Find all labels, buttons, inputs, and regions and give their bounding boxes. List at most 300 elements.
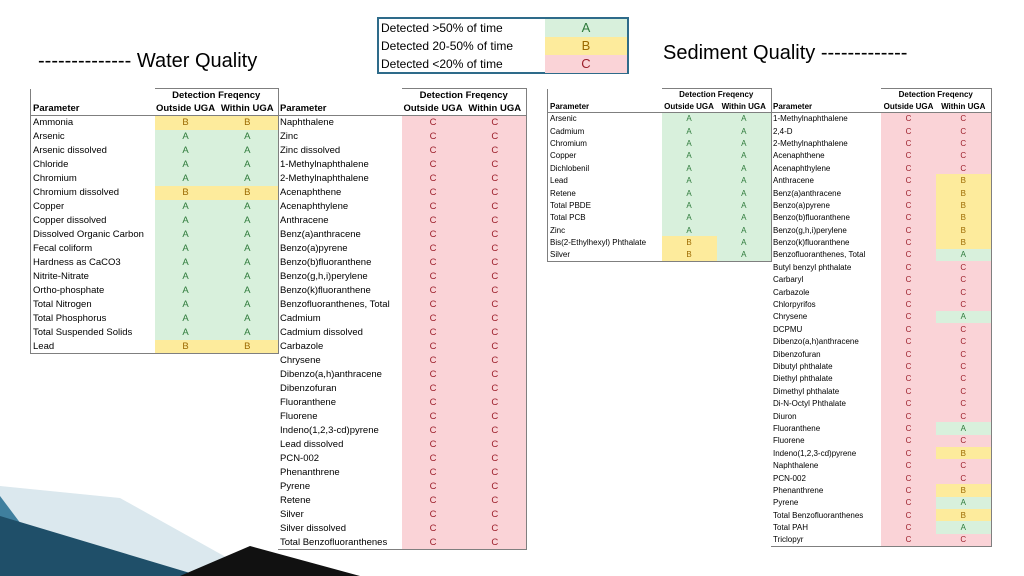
table-row	[31, 130, 279, 144]
parameter-cell: 1-Methylnaphthalene	[773, 114, 848, 124]
parameter-cell: Benz(a)anthracene	[773, 188, 842, 198]
within-uga-cell: C	[936, 534, 991, 546]
within-uga-cell: A	[717, 224, 772, 236]
parameter-cell: Dibutyl phthalate	[773, 362, 833, 371]
parameter-cell: Acenaphthene	[280, 187, 342, 198]
outside-uga-cell: C	[402, 298, 464, 312]
outside-uga-cell: C	[881, 236, 936, 248]
within-uga-cell: C	[464, 508, 526, 522]
table-row	[31, 340, 279, 354]
outside-uga-cell: C	[881, 298, 936, 310]
parameter-cell: Chrysene	[280, 355, 321, 366]
parameter-cell: Phenanthrene	[280, 467, 340, 478]
within-uga-cell: C	[936, 360, 991, 372]
outside-uga-cell: C	[881, 286, 936, 298]
outside-uga-cell: C	[402, 452, 464, 466]
parameter-cell: Butyl benzyl phthalate	[773, 262, 852, 272]
table-row	[31, 284, 279, 298]
parameter-cell: Copper	[33, 201, 65, 212]
detection-legend	[377, 17, 629, 74]
table-row	[771, 410, 991, 422]
parameter-cell: Acenaphthylene	[773, 163, 831, 173]
parameter-cell: 2-Methylnaphthalene	[280, 173, 369, 184]
parameter-cell: Benzo(b)fluoranthene	[280, 257, 372, 268]
outside-uga-cell: C	[881, 534, 936, 546]
water-right-table	[278, 88, 527, 550]
legend-label: Detected 20-50% of time	[381, 39, 514, 53]
parameter-cell: Carbaryl	[773, 275, 804, 285]
parameter-cell: Dichlobenil	[550, 163, 590, 173]
table-row	[31, 242, 279, 256]
parameter-cell: Silver	[280, 509, 304, 520]
parameter-cell: Naphthalene	[773, 461, 819, 471]
within-uga-cell: C	[464, 410, 526, 424]
outside-uga-cell: C	[402, 116, 464, 130]
table-row	[771, 497, 991, 509]
within-uga-cell: C	[464, 200, 526, 214]
outside-uga-cell: C	[881, 137, 936, 149]
parameter-cell: DCPMU	[773, 324, 803, 334]
table-row	[771, 286, 991, 298]
title-dashes: -------------	[820, 42, 908, 64]
legend-code: B	[545, 37, 627, 55]
table-row	[771, 397, 991, 409]
table-row	[278, 270, 526, 284]
parameter-cell: Benzofluoranthenes, Total	[773, 250, 866, 260]
water-left-table	[30, 88, 279, 354]
parameter-cell: Zinc	[280, 131, 298, 142]
within-uga-cell: A	[217, 172, 279, 186]
outside-uga-cell: C	[402, 410, 464, 424]
within-uga-cell: A	[717, 150, 772, 162]
within-uga-cell: C	[936, 125, 991, 137]
outside-uga-cell: C	[402, 312, 464, 326]
within-uga-cell: C	[936, 286, 991, 298]
within-uga-cell: C	[464, 144, 526, 158]
outside-uga-cell: A	[662, 150, 717, 162]
within-uga-cell: A	[217, 158, 279, 172]
parameter-cell: Benzo(k)fluoranthene	[773, 238, 850, 248]
outside-uga-cell: C	[881, 311, 936, 323]
outside-uga-cell: C	[881, 274, 936, 286]
within-uga-cell: B	[936, 199, 991, 211]
parameter-cell: Dibenzofuran	[280, 383, 337, 394]
parameter-cell: 2,4-D	[773, 126, 793, 136]
table-row	[771, 323, 991, 335]
parameter-cell: Arsenic	[33, 131, 65, 142]
outside-uga-cell: C	[402, 158, 464, 172]
outside-uga-cell: A	[662, 199, 717, 211]
detection-header: Detection Freqency	[881, 89, 991, 101]
within-uga-cell: A	[217, 144, 279, 158]
outside-uga-cell: A	[662, 162, 717, 174]
within-uga-cell: A	[217, 298, 279, 312]
header-blank	[771, 89, 881, 101]
within-uga-cell: B	[936, 447, 991, 459]
table-row	[278, 410, 526, 424]
parameter-cell: Chloride	[33, 159, 69, 170]
table-row	[771, 249, 991, 261]
header-blank	[278, 89, 402, 103]
table-row	[31, 158, 279, 172]
outside-uga-header: Outside UGA	[155, 103, 216, 114]
outside-uga-cell: C	[402, 214, 464, 228]
parameter-cell: Hardness as CaCO3	[33, 257, 121, 268]
within-uga-cell: C	[936, 137, 991, 149]
table-row	[771, 113, 991, 125]
outside-uga-cell: A	[155, 158, 217, 172]
outside-uga-cell: C	[881, 323, 936, 335]
outside-uga-cell: C	[881, 521, 936, 533]
table-row	[771, 385, 991, 397]
table-row	[31, 200, 279, 214]
within-uga-cell: B	[217, 340, 279, 354]
within-uga-cell: C	[464, 354, 526, 368]
within-uga-cell: A	[217, 312, 279, 326]
outside-uga-cell: B	[662, 249, 717, 261]
table-row	[278, 256, 526, 270]
table-row	[278, 326, 526, 340]
table-row	[31, 228, 279, 242]
outside-uga-cell: C	[402, 186, 464, 200]
parameter-cell: Anthracene	[773, 176, 814, 186]
within-uga-cell: C	[936, 348, 991, 360]
within-uga-cell: C	[464, 466, 526, 480]
outside-uga-cell: C	[402, 228, 464, 242]
table-row	[548, 212, 772, 224]
table-row	[771, 422, 991, 434]
table-row	[771, 311, 991, 323]
within-uga-cell: A	[717, 187, 772, 199]
within-uga-cell: C	[464, 228, 526, 242]
outside-uga-cell: A	[155, 256, 217, 270]
within-uga-cell: A	[717, 174, 772, 186]
parameter-cell: Ammonia	[33, 117, 74, 129]
within-uga-cell: C	[464, 270, 526, 284]
outside-uga-cell: A	[155, 214, 217, 228]
parameter-cell: Total Benzofluoranthenes	[280, 536, 388, 548]
table-row	[771, 348, 991, 360]
table-row	[548, 162, 772, 174]
outside-uga-cell: C	[402, 172, 464, 186]
legend-label: Detected >50% of time	[381, 21, 503, 35]
within-uga-cell: C	[936, 261, 991, 273]
outside-uga-cell: C	[402, 256, 464, 270]
parameter-cell: Benzo(a)pyrene	[773, 200, 830, 210]
legend-row-a	[379, 19, 627, 37]
table-row	[548, 224, 772, 236]
parameter-cell: Benzo(g,h,i)perylene	[280, 271, 368, 282]
table-row	[31, 172, 279, 186]
table-row	[278, 298, 526, 312]
legend-code: A	[545, 19, 627, 37]
parameter-cell: Retene	[280, 495, 311, 506]
legend-row-c	[379, 55, 627, 73]
table-row	[278, 340, 526, 354]
parameter-cell: Indeno(1,2,3-cd)pyrene	[773, 448, 857, 458]
outside-uga-cell: A	[155, 284, 217, 298]
outside-uga-cell: B	[662, 236, 717, 248]
within-uga-cell: A	[717, 212, 772, 224]
within-uga-cell: C	[936, 113, 991, 125]
outside-uga-cell: A	[662, 113, 717, 125]
outside-uga-cell: B	[155, 186, 217, 200]
table-row	[31, 186, 279, 200]
within-uga-cell: C	[936, 336, 991, 348]
within-uga-cell: C	[464, 158, 526, 172]
table-row	[771, 360, 991, 372]
within-uga-cell: A	[936, 497, 991, 509]
table-row	[278, 130, 526, 144]
outside-uga-cell: C	[881, 410, 936, 422]
parameter-cell: Carbazole	[280, 341, 324, 352]
table-row	[771, 212, 991, 224]
parameter-cell: Cadmium	[550, 126, 585, 136]
within-uga-cell: C	[464, 368, 526, 382]
parameter-cell: PCN-002	[280, 453, 320, 464]
parameter-cell: Arsenic dissolved	[33, 145, 107, 156]
outside-uga-cell: C	[881, 261, 936, 273]
within-uga-cell: A	[217, 326, 279, 340]
outside-uga-header: Outside UGA	[883, 101, 934, 111]
parameter-header: Parameter	[550, 101, 590, 111]
table-row	[31, 298, 279, 312]
parameter-cell: Dibenzo(a,h)anthracene	[280, 369, 382, 380]
parameter-cell: PCN-002	[773, 473, 806, 483]
table-row	[278, 382, 526, 396]
within-uga-header: Within UGA	[721, 101, 766, 111]
within-uga-cell: C	[464, 480, 526, 494]
outside-uga-cell: C	[402, 536, 464, 550]
within-uga-cell: C	[464, 494, 526, 508]
table-row	[771, 162, 991, 174]
parameter-cell: Dibenzofuran	[773, 349, 821, 359]
outside-uga-cell: A	[662, 174, 717, 186]
outside-uga-cell: C	[881, 422, 936, 434]
outside-uga-cell: A	[662, 125, 717, 137]
within-uga-cell: B	[217, 186, 279, 200]
outside-uga-cell: C	[402, 130, 464, 144]
parameter-cell: Arsenic	[550, 114, 577, 124]
within-uga-cell: C	[464, 382, 526, 396]
parameter-cell: Cadmium	[280, 313, 321, 324]
within-uga-cell: C	[936, 298, 991, 310]
table-row	[771, 274, 991, 286]
table-row	[31, 256, 279, 270]
parameter-cell: Cadmium dissolved	[280, 327, 363, 338]
within-uga-cell: A	[217, 228, 279, 242]
table-row	[771, 187, 991, 199]
within-uga-cell: C	[936, 162, 991, 174]
parameter-cell: Benzo(b)fluoranthene	[773, 213, 850, 223]
outside-uga-cell: C	[402, 522, 464, 536]
parameter-cell: Chromium	[33, 173, 77, 184]
parameter-cell: Di-N-Octyl Phthalate	[773, 399, 846, 409]
table-row	[278, 396, 526, 410]
legend-code: C	[545, 55, 627, 73]
within-uga-cell: C	[464, 284, 526, 298]
outside-uga-cell: A	[155, 228, 217, 242]
outside-uga-cell: C	[881, 125, 936, 137]
outside-uga-cell: A	[662, 137, 717, 149]
outside-uga-cell: C	[881, 162, 936, 174]
parameter-cell: Zinc	[550, 225, 566, 235]
table-row	[771, 447, 991, 459]
parameter-cell: Bis(2-Ethylhexyl) Phthalate	[550, 238, 647, 248]
outside-uga-cell: C	[881, 249, 936, 261]
within-uga-cell: C	[464, 424, 526, 438]
table-row	[278, 172, 526, 186]
outside-uga-cell: C	[402, 242, 464, 256]
within-uga-cell: C	[464, 312, 526, 326]
table-row	[278, 116, 526, 130]
outside-uga-cell: C	[402, 368, 464, 382]
sed-left-table	[547, 88, 772, 262]
within-uga-cell: B	[936, 484, 991, 496]
parameter-header: Parameter	[33, 103, 80, 114]
table-row	[278, 466, 526, 480]
outside-uga-cell: C	[402, 144, 464, 158]
legend-row-b	[379, 37, 627, 55]
within-uga-cell: A	[717, 249, 772, 261]
within-uga-cell: C	[464, 340, 526, 354]
outside-uga-cell: C	[402, 284, 464, 298]
legend-label: Detected <20% of time	[381, 57, 503, 71]
within-uga-cell: C	[464, 130, 526, 144]
table-row	[771, 336, 991, 348]
parameter-cell: Total PCB	[550, 213, 586, 223]
within-uga-header: Within UGA	[220, 103, 274, 114]
table-row	[771, 174, 991, 186]
within-uga-cell: C	[464, 438, 526, 452]
table-row	[31, 326, 279, 340]
sed-right-table	[771, 88, 992, 547]
within-uga-cell: B	[217, 116, 279, 130]
outside-uga-cell: C	[881, 385, 936, 397]
table-row	[278, 354, 526, 368]
table-row	[278, 200, 526, 214]
parameter-cell: Chromium	[550, 138, 587, 148]
within-uga-cell: C	[464, 326, 526, 340]
parameter-cell: Acenaphthene	[773, 151, 825, 161]
table-row	[548, 174, 772, 186]
parameter-cell: Fluorene	[280, 411, 318, 422]
outside-uga-cell: C	[881, 447, 936, 459]
within-uga-cell: A	[717, 137, 772, 149]
within-uga-cell: A	[936, 521, 991, 533]
within-uga-cell: A	[217, 200, 279, 214]
outside-uga-cell: C	[402, 340, 464, 354]
table-row	[771, 459, 991, 471]
within-uga-cell: C	[936, 459, 991, 471]
outside-uga-cell: A	[662, 224, 717, 236]
parameter-cell: Dibenzo(a,h)anthracene	[773, 337, 859, 347]
table-row	[771, 534, 991, 546]
detection-header: Detection Freqency	[402, 89, 526, 103]
table-row	[548, 137, 772, 149]
outside-uga-cell: C	[881, 435, 936, 447]
table-row	[771, 150, 991, 162]
header-blank	[548, 89, 662, 101]
within-uga-cell: B	[936, 212, 991, 224]
within-uga-cell: A	[717, 162, 772, 174]
parameter-cell: Dimethyl phthalate	[773, 386, 840, 396]
parameter-cell: Fecal coliform	[33, 243, 93, 254]
outside-uga-cell: A	[155, 200, 217, 214]
table-row	[771, 373, 991, 385]
outside-uga-cell: C	[881, 509, 936, 521]
outside-uga-cell: C	[881, 484, 936, 496]
parameter-cell: Triclopyr	[773, 535, 804, 545]
outside-uga-cell: A	[662, 187, 717, 199]
within-uga-cell: C	[464, 298, 526, 312]
table-row	[31, 144, 279, 158]
detection-header: Detection Freqency	[662, 89, 772, 101]
outside-uga-cell: C	[881, 336, 936, 348]
parameter-cell: Copper dissolved	[33, 215, 107, 226]
outside-uga-cell: C	[402, 326, 464, 340]
parameter-cell: Benzo(g,h,i)perylene	[773, 225, 847, 235]
parameter-cell: Fluorene	[773, 436, 805, 446]
within-uga-cell: C	[936, 472, 991, 484]
water-quality-title	[38, 50, 257, 73]
outside-uga-header: Outside UGA	[403, 103, 463, 114]
within-uga-cell: A	[217, 130, 279, 144]
within-uga-cell: C	[464, 186, 526, 200]
within-uga-header: Within UGA	[941, 101, 986, 111]
outside-uga-cell: C	[402, 270, 464, 284]
table-row	[548, 113, 772, 125]
outside-uga-cell: C	[881, 348, 936, 360]
outside-uga-cell: C	[881, 373, 936, 385]
outside-uga-cell: C	[402, 382, 464, 396]
table-row	[771, 298, 991, 310]
parameter-cell: Lead	[550, 176, 568, 186]
table-row	[771, 224, 991, 236]
within-uga-cell: A	[936, 311, 991, 323]
outside-uga-cell: A	[155, 144, 217, 158]
parameter-cell: Anthracene	[280, 215, 329, 226]
table-row	[278, 186, 526, 200]
outside-uga-cell: A	[155, 312, 217, 326]
outside-uga-cell: C	[402, 508, 464, 522]
table-row	[771, 472, 991, 484]
table-row	[548, 150, 772, 162]
within-uga-cell: A	[717, 236, 772, 248]
within-uga-cell: B	[936, 509, 991, 521]
parameter-cell: Total Benzofluoranthenes	[773, 510, 864, 520]
within-uga-cell: A	[217, 270, 279, 284]
outside-uga-cell: A	[155, 298, 217, 312]
within-uga-cell: C	[936, 323, 991, 335]
within-uga-cell: A	[936, 422, 991, 434]
parameter-cell: Total PAH	[773, 523, 808, 533]
table-row	[31, 116, 279, 130]
outside-uga-cell: C	[881, 224, 936, 236]
parameter-cell: Pyrene	[773, 498, 799, 508]
parameter-cell: Diethyl phthalate	[773, 374, 833, 384]
within-uga-cell: C	[936, 397, 991, 409]
parameter-cell: Total Nitrogen	[33, 299, 92, 310]
table-row	[278, 228, 526, 242]
outside-uga-cell: A	[155, 326, 217, 340]
detection-header: Detection Freqency	[155, 89, 279, 103]
outside-uga-cell: C	[881, 199, 936, 211]
table-row	[771, 435, 991, 447]
within-uga-cell: A	[717, 199, 772, 211]
outside-uga-cell: C	[402, 396, 464, 410]
within-uga-cell: C	[464, 256, 526, 270]
